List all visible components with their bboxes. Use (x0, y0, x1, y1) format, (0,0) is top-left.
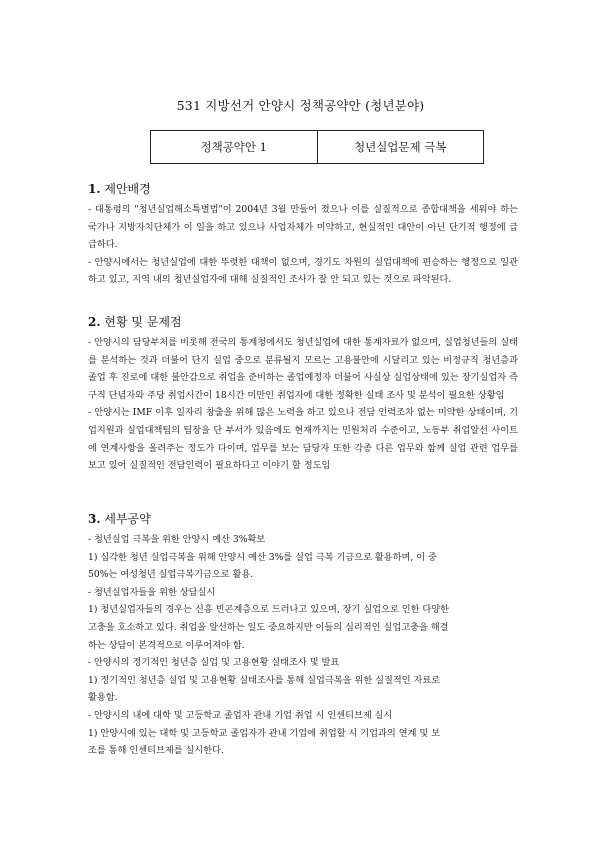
section-title: 현황 및 문제점 (104, 315, 182, 329)
section-detail (88, 510, 518, 760)
paragraph: - 대통령의 "청년실업해소특별법"이 2004년 3월 만들어 졌으나 이를 실질적으로 종합대책을 세워야 하는 국가나 지방자치단체가 이 일을 하고 있으나 사업자체가 미약하고, 현실적인 대안이 아닌 단기적 행정에 급급하다. (88, 204, 518, 251)
pledge-line: 활용함. (88, 692, 118, 704)
section-heading (88, 180, 518, 197)
section-heading (88, 313, 518, 330)
section-background (88, 180, 518, 289)
section-number: 1. (88, 182, 101, 196)
pledge-line: - 청년실업 극복을 위한 안양시 예산 3%확보 (88, 534, 266, 545)
pledge-line: 하는 상담이 본격적으로 이루어져야 함. (88, 639, 245, 651)
pledge-line: - 안양시의 내에 대학 및 고등학교 졸업자 관내 기업 취업 시 인센티브제 실시 (88, 709, 393, 721)
section-number: 2. (88, 315, 101, 329)
pledge-line: 50%는 여성청년 실업극복기금으로 활용. (88, 569, 254, 581)
section-title: 세부공약 (104, 512, 151, 526)
pledge-topic-cell: 청년실업문제 극복 (317, 131, 484, 163)
pledge-table (150, 130, 484, 164)
paragraph: - 안양시에서는 청년실업에 대한 뚜렷한 대책이 없으며, 경기도 차원의 실업대책에 편승하는 행정으로 일관하고 있고, 지역 내의 청년실업자에 대해 실질적인 조사가 잘 안 되고 있는 것으로 파악된다. (88, 256, 518, 286)
paragraph: - 안양시는 IMF 이후 일자리 창출을 위해 많은 노력을 하고 있으나 전담 인력조차 없는 미약한 상태이며, 기업지원과 실업대책팀의 팀장을 단 부서가 있음에도 현재까지는 민원처리 수준이고, 노동부 취업알선 사이트에 연계사항을 올려주는 정도가 다이며, 업무를 보는 담당자 또한 각종 다른 업무와 함께 실업 관련 업무를 보고 있어 실질적인 전담인력이 필요하다고 이야기 할 정도임 (88, 407, 518, 472)
pledge-line: 1) 심각한 청년 실업극복을 위해 안양시 예산 3%를 실업 극복 기금으로 활용하며, 이 중 (88, 551, 437, 563)
pledge-line: 1) 청년실업자들의 경우는 신흥 빈곤계층으로 드러나고 있으며, 장기 실업으로 인한 다양한 (88, 604, 450, 616)
section-heading (88, 510, 518, 527)
section-status (88, 313, 518, 475)
pledge-line: 1) 정기적인 청년층 실업 및 고용현황 실태조사를 통해 실업극복을 위한 실질적인 자료로 (88, 674, 441, 686)
document-title: 531 지방선거 안양시 정책공약안 (청년분야) (176, 98, 425, 113)
paragraph: - 안양시의 담당부처를 비롯해 전국의 통계청에서도 청년실업에 대한 통계자료가 없으며, 실업청년들의 실태를 분석하는 것과 더불어 단지 실업 중으로 분류될지 모르는 고용불안에 시달리고 있는 비정규직 청년층과 졸업 후 진로에 대한 불안감으로 취업을 준비하는 졸업예정자 더불어 사실상 실업상태에 있는 장기실업자 즉 구직 단념자와 주당 취업시간이 18시간 미만인 취업자에 대한 정확한 실태 조사 및 분석이 필요한 상황임 (88, 337, 518, 401)
pledge-line: - 청년실업자들을 위한 상담실시 (88, 586, 216, 598)
pledge-line: 조를 통해 인센티브제를 실시한다. (88, 745, 224, 757)
section-title: 제안배경 (104, 182, 151, 196)
pledge-number-cell: 정책공약안 1 (200, 140, 268, 154)
pledge-line: - 안양시의 정기적인 청년층 실업 및 고용현황 실태조사 및 발표 (88, 657, 340, 669)
pledge-line: 1) 안양시에 있는 대학 및 고등학교 졸업자가 관내 기업에 취업할 시 기업과의 연계 및 보 (88, 727, 441, 739)
section-number: 3. (88, 512, 101, 526)
pledge-line: 고충을 호소하고 있다. 취업을 알선하는 일도 중요하지만 이들의 심리적인 실업고충을 해결 (88, 621, 449, 633)
